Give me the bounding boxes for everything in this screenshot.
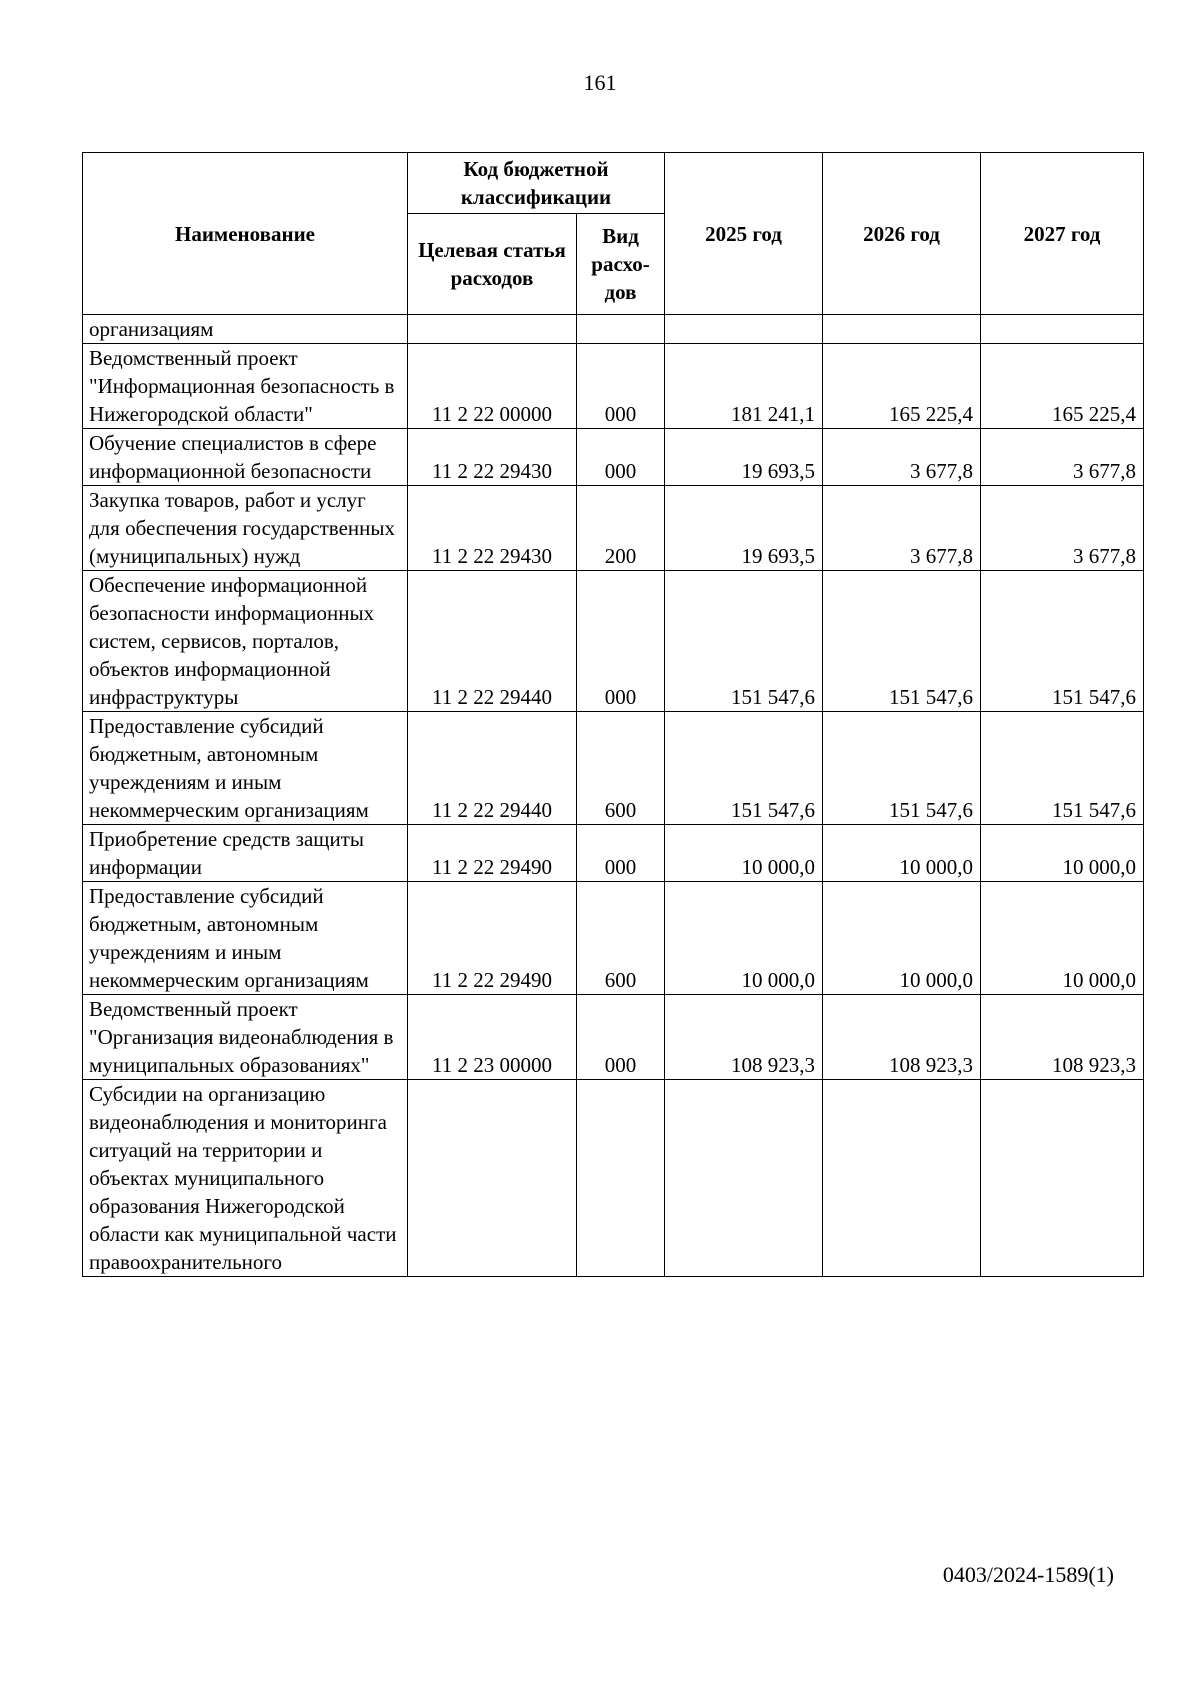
- header-2025: 2025 год: [665, 153, 823, 315]
- table-row: [83, 825, 1144, 882]
- row-2025: 108 923,3: [665, 995, 823, 1080]
- row-2025: [665, 315, 823, 344]
- table-row: [83, 1080, 1144, 1277]
- row-name: Предоставление субсидий бюджетным, автономным учреждениям и иным некоммерческим организациям: [83, 882, 408, 995]
- row-name: Предоставление субсидий бюджетным, автономным учреждениям и иным некоммерческим организациям: [83, 712, 408, 825]
- row-target-code: [408, 1080, 577, 1277]
- row-2027: 3 677,8: [981, 486, 1144, 571]
- row-name: Ведомственный проект "Информационная безопасность в Нижегородской области": [83, 344, 408, 429]
- row-2025: 10 000,0: [665, 825, 823, 882]
- row-target-code: 11 2 22 00000: [408, 344, 577, 429]
- row-2027: 3 677,8: [981, 429, 1144, 486]
- row-target-code: [408, 315, 577, 344]
- row-2026: 3 677,8: [823, 486, 981, 571]
- table-row: [83, 995, 1144, 1080]
- row-2025: 19 693,5: [665, 429, 823, 486]
- row-target-code: 11 2 22 29490: [408, 882, 577, 995]
- row-2025: 181 241,1: [665, 344, 823, 429]
- header-code-group: Код бюджетной классификации: [408, 153, 665, 214]
- table-row: [83, 315, 1144, 344]
- row-2026: 10 000,0: [823, 882, 981, 995]
- row-2026: [823, 1080, 981, 1277]
- row-2027: [981, 315, 1144, 344]
- row-2027: 151 547,6: [981, 571, 1144, 712]
- table-row: [83, 571, 1144, 712]
- budget-table: [82, 152, 1144, 1277]
- row-kind-code: [577, 1080, 665, 1277]
- header-2027: 2027 год: [981, 153, 1144, 315]
- row-2025: 151 547,6: [665, 712, 823, 825]
- row-target-code: 11 2 22 29490: [408, 825, 577, 882]
- row-2025: [665, 1080, 823, 1277]
- row-target-code: 11 2 22 29440: [408, 712, 577, 825]
- header-name: Наименование: [83, 153, 408, 315]
- row-2026: [823, 315, 981, 344]
- row-2027: 10 000,0: [981, 882, 1144, 995]
- header-target: Целевая статья расходов: [408, 214, 577, 315]
- row-kind-code: 200: [577, 486, 665, 571]
- header-kind: Вид расхо-дов: [577, 214, 665, 315]
- row-2026: 165 225,4: [823, 344, 981, 429]
- row-name: организациям: [83, 315, 408, 344]
- table-row: [83, 486, 1144, 571]
- row-kind-code: [577, 315, 665, 344]
- row-target-code: 11 2 22 29430: [408, 429, 577, 486]
- row-2027: 151 547,6: [981, 712, 1144, 825]
- page-number: 161: [583, 70, 617, 95]
- header-2026: 2026 год: [823, 153, 981, 315]
- table-body: [83, 315, 1144, 1277]
- row-kind-code: 000: [577, 995, 665, 1080]
- row-2025: 10 000,0: [665, 882, 823, 995]
- row-kind-code: 000: [577, 571, 665, 712]
- row-2027: 165 225,4: [981, 344, 1144, 429]
- row-2026: 151 547,6: [823, 571, 981, 712]
- row-kind-code: 600: [577, 712, 665, 825]
- row-target-code: 11 2 22 29430: [408, 486, 577, 571]
- row-target-code: 11 2 23 00000: [408, 995, 577, 1080]
- table-row: [83, 712, 1144, 825]
- row-2026: 10 000,0: [823, 825, 981, 882]
- table-row: [83, 882, 1144, 995]
- row-2025: 19 693,5: [665, 486, 823, 571]
- row-name: Закупка товаров, работ и услуг для обеспечения государственных (муниципальных) нужд: [83, 486, 408, 571]
- row-target-code: 11 2 22 29440: [408, 571, 577, 712]
- row-name: Приобретение средств защиты информации: [83, 825, 408, 882]
- row-kind-code: 000: [577, 429, 665, 486]
- row-2026: 3 677,8: [823, 429, 981, 486]
- row-2025: 151 547,6: [665, 571, 823, 712]
- row-kind-code: 600: [577, 882, 665, 995]
- table-row: [83, 344, 1144, 429]
- table-row: [83, 429, 1144, 486]
- row-name: Ведомственный проект "Организация видеонаблюдения в муниципальных образованиях": [83, 995, 408, 1080]
- row-kind-code: 000: [577, 825, 665, 882]
- row-2026: 151 547,6: [823, 712, 981, 825]
- row-kind-code: 000: [577, 344, 665, 429]
- row-2027: 10 000,0: [981, 825, 1144, 882]
- row-2026: 108 923,3: [823, 995, 981, 1080]
- row-name: Обучение специалистов в сфере информационной безопасности: [83, 429, 408, 486]
- row-name: Субсидии на организацию видеонаблюдения и мониторинга ситуаций на территории и объектах муниципального образования Нижегородской области как муниципальной части правоохранительного: [83, 1080, 408, 1277]
- row-name: Обеспечение информационной безопасности информационных систем, сервисов, порталов, объектов информационной инфраструктуры: [83, 571, 408, 712]
- row-2027: 108 923,3: [981, 995, 1144, 1080]
- document-code: 0403/2024-1589(1): [942, 1562, 1114, 1587]
- table-header: [83, 153, 1144, 315]
- row-2027: [981, 1080, 1144, 1277]
